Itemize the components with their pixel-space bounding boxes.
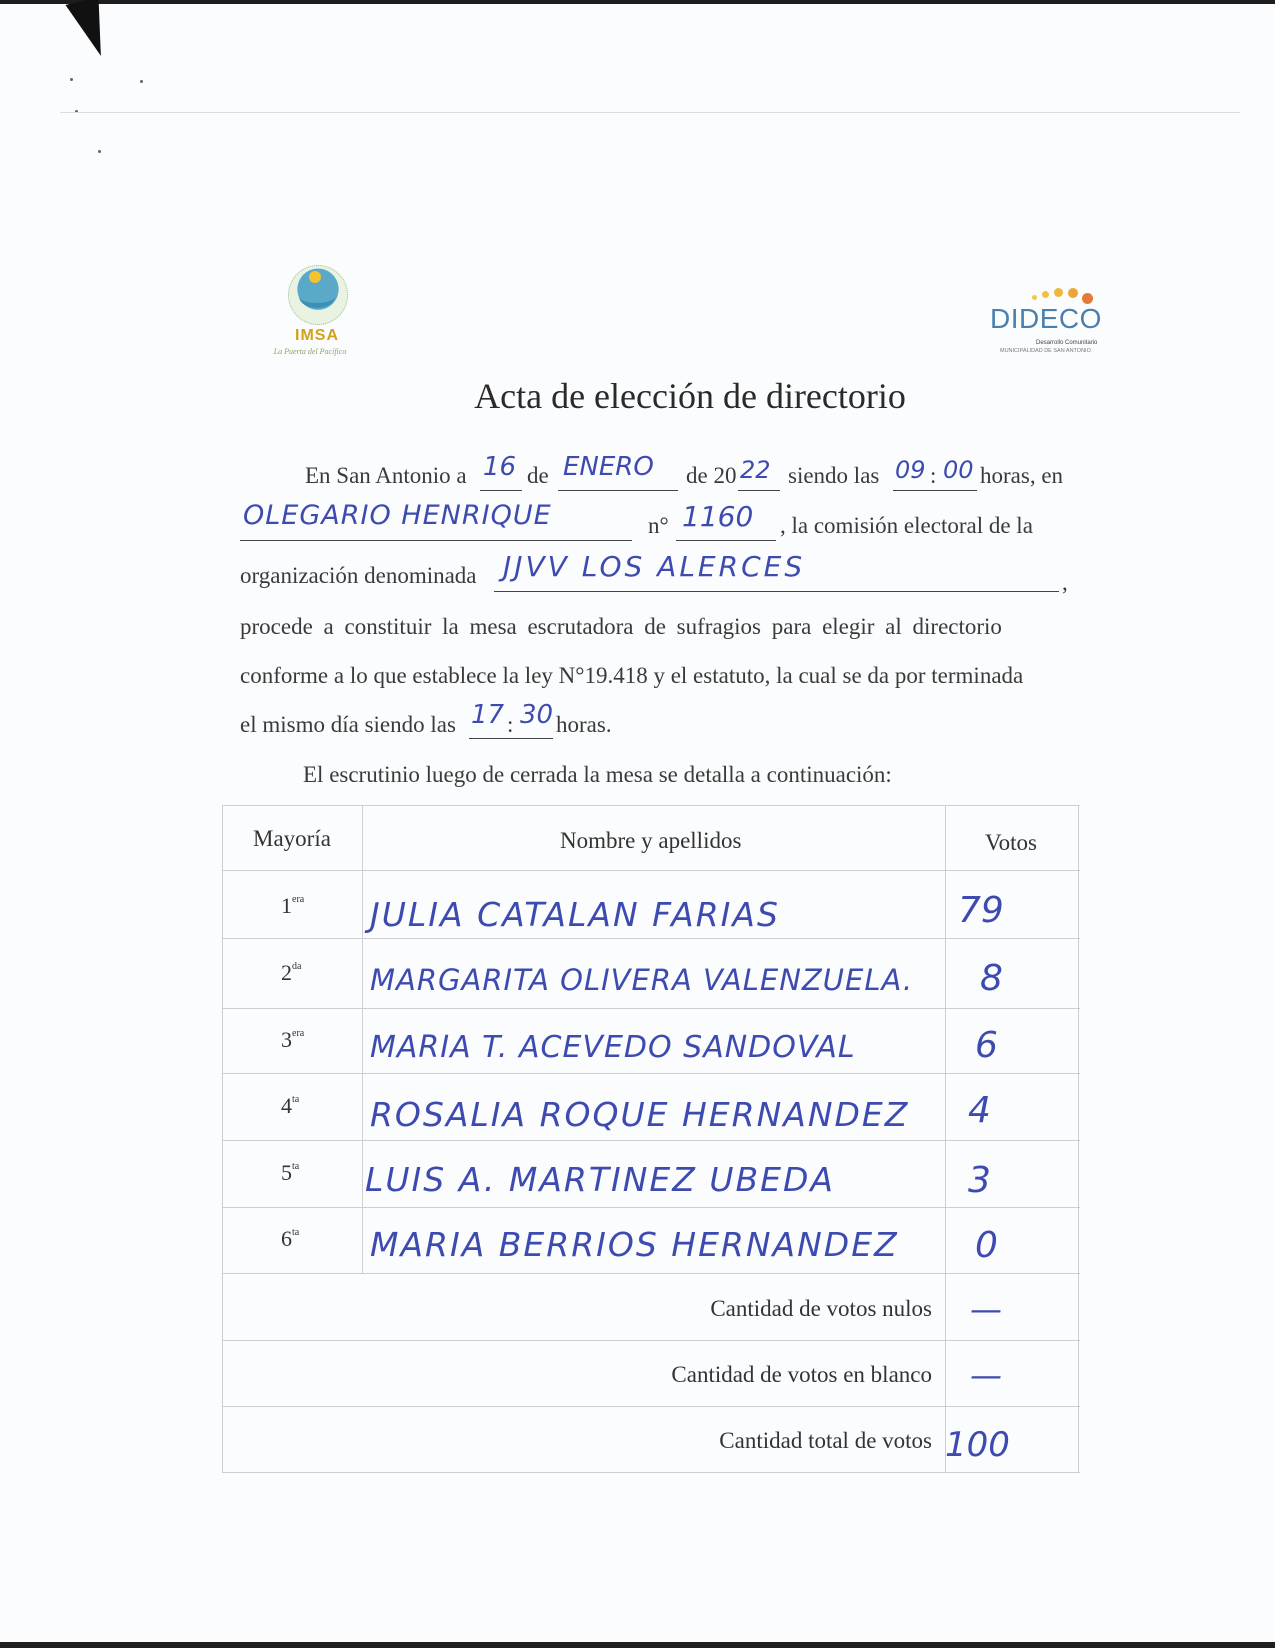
blank-line (494, 591, 1059, 592)
imsa-name: IMSA (295, 327, 339, 344)
candidate-votes: 8 (980, 958, 1003, 999)
scan-smudge (65, 0, 112, 61)
candidate-name: ROSALIA ROQUE HERNANDEZ (370, 1095, 910, 1134)
blank-line (240, 540, 632, 541)
label-votos-nulos: Cantidad de votos nulos (710, 1296, 932, 1321)
text-organizacion-denominada: organización denominada (240, 563, 477, 588)
imsa-tagline: La Puerta del Pacífico (273, 347, 347, 356)
dideco-municipality: MUNICIPALIDAD DE SAN ANTONIO (1000, 348, 1091, 354)
handwritten-street-number: 1160 (682, 500, 754, 533)
handwritten-year: 22 (740, 456, 771, 484)
text-horas-en: horas, en (980, 463, 1064, 488)
handwritten-start-minute: 00 (943, 456, 974, 484)
text-line-mismo-dia: el mismo día siendo las (240, 712, 456, 737)
text-de: de (527, 463, 549, 488)
candidate-name: JULIA CATALAN FARIAS (370, 895, 780, 934)
candidate-name: MARGARITA OLIVERA VALENZUELA. (370, 963, 914, 997)
blank-line (893, 490, 977, 491)
blank-line (558, 490, 678, 491)
value-votos-nulos: — (970, 1290, 1002, 1328)
text-siendo-las: siendo las (788, 463, 880, 488)
text-colon: : (930, 463, 937, 488)
text-horas-dot: horas. (556, 712, 612, 737)
candidate-votes: 3 (968, 1160, 991, 1201)
handwritten-organization-name: JJVV LOS ALERCES (503, 550, 806, 583)
row-rank: $1^{era}$ (281, 893, 305, 918)
header-mayoria: Mayoría (253, 826, 331, 851)
blank-line (469, 738, 553, 739)
text-escrutinio: El escrutinio luego de cerrada la mesa se detalla a continuación: (303, 762, 892, 787)
scan-bottom-edge (0, 1642, 1275, 1648)
blank-line (738, 490, 780, 491)
scan-speck (140, 80, 143, 83)
row-rank: $6^{ta}$ (281, 1226, 300, 1251)
blank-line (480, 490, 522, 491)
dideco-logo (990, 285, 1120, 365)
label-votos-blanco: Cantidad de votos en blanco (671, 1362, 932, 1387)
text-comma: , (1062, 570, 1068, 595)
imsa-logo (255, 265, 365, 365)
handwritten-street: OLEGARIO HENRIQUE (243, 500, 552, 531)
value-total-votos: 100 (945, 1425, 1010, 1465)
dideco-name: DIDECO (990, 303, 1102, 334)
document-title: Acta de elección de directorio (474, 376, 906, 416)
value-votos-blanco: — (970, 1356, 1002, 1394)
text-numero-label: n° (648, 513, 669, 538)
blank-line (676, 540, 776, 541)
dideco-subtitle: Desarrollo Comunitario (1036, 340, 1098, 346)
row-rank: $4^{ta}$ (281, 1093, 300, 1118)
row-rank: $3^{era}$ (281, 1027, 305, 1052)
candidate-votes: 6 (975, 1025, 998, 1066)
text-de-20: de 20 (686, 463, 737, 488)
candidate-name: MARIA T. ACEVEDO SANDOVAL (370, 1030, 856, 1065)
imsa-sun-icon (309, 271, 321, 283)
handwritten-day: 16 (483, 452, 517, 482)
imsa-wave-icon (299, 285, 335, 308)
header-votos: Votos (985, 830, 1037, 855)
handwritten-end-minute: 30 (520, 700, 554, 730)
scan-speck (98, 150, 101, 153)
text-line-conforme: conforme a lo que establece la ley N°19.418 y el estatuto, la cual se da por terminada (240, 663, 1024, 688)
scan-top-edge (0, 0, 1275, 4)
candidate-name: MARIA BERRIOS HERNANDEZ (370, 1225, 899, 1264)
label-total-votos: Cantidad total de votos (719, 1428, 932, 1453)
text-comision-electoral: , la comisión electoral de la (780, 513, 1033, 538)
handwritten-start-hour: 09 (895, 456, 926, 484)
header-nombre: Nombre y apellidos (560, 828, 742, 853)
dideco-dots-icon (1030, 285, 1110, 303)
candidate-votes: 0 (975, 1225, 998, 1266)
text-colon-2: : (507, 712, 514, 737)
handwritten-end-hour: 17 (471, 700, 505, 730)
text-line-procede: procede a constituir la mesa escrutadora de sufragios para elegir al directorio (240, 614, 1002, 639)
scan-line (60, 112, 1240, 113)
scan-speck (70, 78, 73, 81)
row-rank: $2^{da}$ (281, 960, 302, 985)
candidate-name: LUIS A. MARTINEZ UBEDA (365, 1160, 836, 1199)
candidate-votes: 79 (958, 890, 1004, 931)
candidate-votes: 4 (968, 1090, 991, 1131)
handwritten-month: ENERO (563, 452, 654, 482)
row-rank: $5^{ta}$ (281, 1160, 300, 1185)
text-en-san-antonio: En San Antonio a (305, 463, 467, 488)
